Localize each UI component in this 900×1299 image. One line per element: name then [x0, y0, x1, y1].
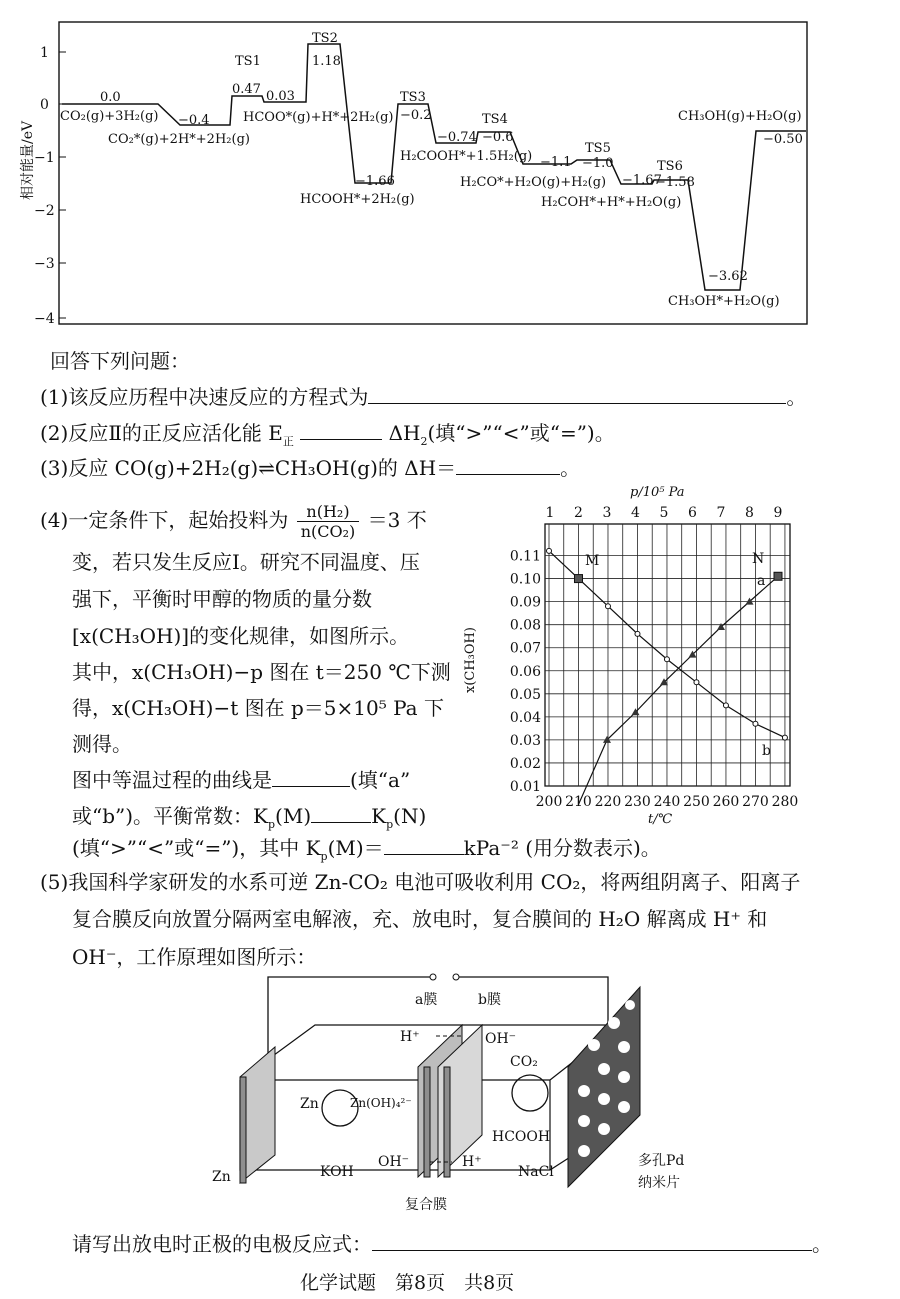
svg-text:−1: −1	[34, 150, 55, 166]
label-zn-electrode: Zn	[212, 1169, 231, 1185]
svg-text:−0.4: −0.4	[178, 113, 210, 128]
x2-tick-label: 9	[773, 505, 783, 521]
battery-diagram	[200, 965, 720, 1220]
y-tick-label: 0.10	[509, 571, 541, 588]
svg-text:−1.67: −1.67	[622, 173, 662, 188]
label-oh-bottom: OH⁻	[378, 1154, 410, 1170]
series-b-point	[635, 631, 640, 636]
x2-tick-label: 4	[631, 505, 640, 521]
svg-text:HCOOH*+2H₂(g): HCOOH*+2H₂(g)	[300, 192, 415, 207]
y-tick-label: 0.11	[509, 548, 541, 565]
svg-text:0.47: 0.47	[232, 82, 261, 97]
svg-text:−1.58: −1.58	[655, 175, 695, 190]
x-tick-label: 200	[535, 794, 563, 810]
answer-blank-4c[interactable]	[384, 836, 464, 855]
x2-tick-label: 2	[574, 505, 583, 521]
series-b-point	[694, 680, 699, 685]
answer-blank-1[interactable]	[368, 385, 786, 404]
question-4-line-4: [x(CH₃OH)]的变化规律，如图所示。	[72, 624, 410, 648]
label-co2: CO₂	[510, 1054, 538, 1070]
answer-blank-2[interactable]	[300, 421, 382, 440]
label-b-membrane: b膜	[478, 992, 501, 1008]
series-label-b: b	[762, 743, 771, 759]
y-tick-label: 0.02	[509, 755, 541, 772]
svg-text:−1.1: −1.1	[540, 155, 572, 170]
x-tick-label: 230	[624, 794, 651, 810]
svg-text:0.03: 0.03	[266, 89, 295, 104]
energy-yticks	[34, 45, 66, 327]
x-tick-label: 260	[712, 794, 740, 810]
label-a-membrane: a膜	[415, 992, 438, 1008]
question-4-line-10: (填“>”“<”或“=”)，其中 $K_p(M)= kPa^{-2}$ (用分数表示)。	[72, 836, 661, 863]
series-b-point	[753, 721, 758, 726]
series-b-point	[782, 735, 787, 740]
svg-text:−0.6: −0.6	[482, 130, 514, 145]
point-N-marker	[774, 572, 782, 580]
svg-text:−0.74: −0.74	[437, 130, 477, 145]
question-1: (1)该反应历程中决速反应的方程式为 。	[40, 385, 807, 409]
answer-blank-4a[interactable]	[272, 768, 350, 787]
series-a-line	[579, 576, 779, 804]
x-tick-label: 210	[565, 794, 592, 810]
question-4-line-7: 测得。	[72, 732, 132, 756]
chart-x2label: p/10⁵ Pa	[630, 485, 685, 500]
question-3: (3)反应 CO(g)+2H₂(g)⇌CH₃OH(g)的 ΔH＝ 。	[40, 456, 581, 480]
y-tick-label: 0.05	[509, 686, 541, 703]
svg-text:TS5: TS5	[585, 141, 611, 156]
svg-text:−4: −4	[34, 311, 55, 327]
page-footer: 化学试题 第8页 共8页	[300, 1272, 515, 1294]
series-b-point	[547, 548, 552, 553]
y-tick-label: 0.08	[509, 617, 541, 634]
label-hcooh: HCOOH	[492, 1129, 551, 1145]
svg-text:TS2: TS2	[312, 31, 338, 46]
energy-profile-chart	[0, 0, 900, 340]
svg-text:CO₂*(g)+2H*+2H₂(g): CO₂*(g)+2H*+2H₂(g)	[108, 132, 250, 147]
svg-text:1: 1	[40, 45, 49, 61]
y-tick-label: 0.07	[509, 640, 541, 657]
label-koh: KOH	[320, 1164, 354, 1180]
svg-text:−0.50: −0.50	[763, 132, 803, 147]
chart-xlabel: t/℃	[648, 812, 673, 827]
question-5-line-3: OH⁻，工作原理如图所示：	[72, 945, 317, 969]
x2-tick-label: 3	[602, 505, 612, 521]
label-h-bottom: H⁺	[462, 1154, 482, 1170]
label-nacl: NaCl	[518, 1164, 554, 1180]
series-b-point	[605, 604, 610, 609]
x-tick-label: 270	[742, 794, 769, 810]
question-4-line-1: (4)一定条件下，起始投料为 $\frac{\text{n(H₂)}}{\text{n(CO₂)}}$ ＝3 不	[40, 502, 427, 541]
y-tick-label: 0.06	[509, 663, 541, 680]
x2-tick-label: 6	[688, 505, 697, 521]
energy-ylabel: 相对能量/eV	[20, 120, 36, 200]
svg-text:−2: −2	[34, 203, 55, 219]
x2-tick-label: 7	[716, 505, 726, 521]
label-oh-top: OH⁻	[485, 1031, 517, 1047]
equilibrium-chart	[460, 478, 820, 830]
x-tick-label: 280	[771, 794, 799, 810]
feed-ratio-fraction: $\frac{\text{n(H₂)}}{\text{n(CO₂)}}$	[297, 502, 360, 541]
point-label-M: M	[585, 553, 600, 569]
svg-text:HCOO*(g)+H*+2H₂(g): HCOO*(g)+H*+2H₂(g)	[243, 110, 394, 125]
y-tick-label: 0.09	[509, 594, 541, 611]
svg-text:TS6: TS6	[657, 159, 683, 174]
series-b-point	[723, 703, 728, 708]
intro-text: 回答下列问题：	[50, 349, 190, 373]
answer-blank-5[interactable]	[372, 1232, 812, 1251]
x-tick-label: 250	[683, 794, 710, 810]
svg-text:CO₂(g)+3H₂(g): CO₂(g)+3H₂(g)	[60, 109, 159, 124]
svg-text:TS4: TS4	[482, 112, 508, 127]
question-4-line-5: 其中，x(CH₃OH)−p 图在 t＝250 ℃下测	[72, 660, 451, 684]
svg-text:CH₃OH(g)+H₂O(g): CH₃OH(g)+H₂O(g)	[678, 109, 802, 124]
label-zn-oh4: Zn(OH)₄²⁻	[350, 1096, 412, 1110]
question-4-line-9: 或“b”)。平衡常数：$K_p(M)$ $K_p(N)$	[72, 804, 427, 831]
label-pd-2: 纳米片	[638, 1175, 680, 1191]
svg-text:TS3: TS3	[400, 90, 426, 105]
y-tick-label: 0.04	[509, 709, 541, 726]
question-4-line-3: 强下，平衡时甲醇的物质的量分数	[72, 587, 372, 611]
svg-text:H₂COOH*+1.5H₂(g): H₂COOH*+1.5H₂(g)	[400, 149, 533, 164]
series-b-point	[664, 657, 669, 662]
answer-blank-4b[interactable]	[311, 804, 371, 823]
label-pd-1: 多孔Pd	[638, 1153, 685, 1169]
y-tick-label: 0.03	[509, 732, 541, 749]
label-h-top: H⁺	[400, 1029, 420, 1045]
question-2: (2)反应Ⅱ的正反应活化能 $E_正$ $\Delta H_2$(填“>”“<”或“=”)。	[40, 421, 615, 448]
chart-ylabel: x(CH₃OH)	[463, 627, 478, 693]
svg-text:1.18: 1.18	[312, 54, 341, 69]
question-5-line-2: 复合膜反向放置分隔两室电解液，充、放电时，复合膜间的 H₂O 解离成 H⁺ 和	[72, 907, 768, 931]
svg-text:CH₃OH*+H₂O(g): CH₃OH*+H₂O(g)	[668, 294, 780, 309]
energy-profile-path	[62, 44, 806, 290]
point-label-N: N	[752, 551, 765, 567]
x-tick-label: 240	[653, 794, 681, 810]
svg-text:−1.0: −1.0	[582, 156, 614, 171]
porous-pd-electrode	[568, 987, 640, 1187]
x2-tick-label: 5	[659, 505, 669, 521]
question-5-ask: 请写出放电时正极的电极反应式： 。	[72, 1232, 832, 1256]
x2-tick-label: 8	[745, 505, 754, 521]
svg-text:−1.66: −1.66	[355, 174, 395, 189]
question-4-line-8: 图中等温过程的曲线是 (填“a”	[72, 768, 411, 792]
question-4-line-2: 变，若只发生反应Ⅰ。研究不同温度、压	[72, 550, 420, 574]
svg-text:−3.62: −3.62	[708, 269, 748, 284]
svg-text:0.0: 0.0	[100, 90, 121, 105]
answer-blank-3[interactable]	[456, 456, 560, 475]
svg-text:TS1: TS1	[235, 54, 261, 69]
svg-text:−3: −3	[34, 256, 55, 272]
point-M-marker	[574, 575, 582, 583]
x2-tick-label: 1	[545, 505, 555, 521]
svg-text:H₂CO*+H₂O(g)+H₂(g): H₂CO*+H₂O(g)+H₂(g)	[460, 175, 607, 190]
label-zn-left: Zn	[300, 1096, 319, 1112]
x-tick-label: 220	[594, 794, 622, 810]
question-5-line-1: (5)我国科学家研发的水系可逆 Zn-CO₂ 电池可吸收利用 CO₂，将两组阴离子、阳离子	[40, 870, 801, 894]
svg-text:−0.2: −0.2	[400, 108, 432, 123]
y-tick-label: 0.01	[509, 779, 541, 795]
svg-text:H₂COH*+H*+H₂O(g): H₂COH*+H*+H₂O(g)	[541, 195, 682, 210]
question-4-line-6: 得，x(CH₃OH)−t 图在 p＝5×10⁵ Pa 下	[72, 696, 444, 720]
svg-text:0: 0	[40, 97, 49, 113]
label-composite-membrane: 复合膜	[405, 1197, 447, 1213]
series-label-a: a	[757, 573, 766, 589]
